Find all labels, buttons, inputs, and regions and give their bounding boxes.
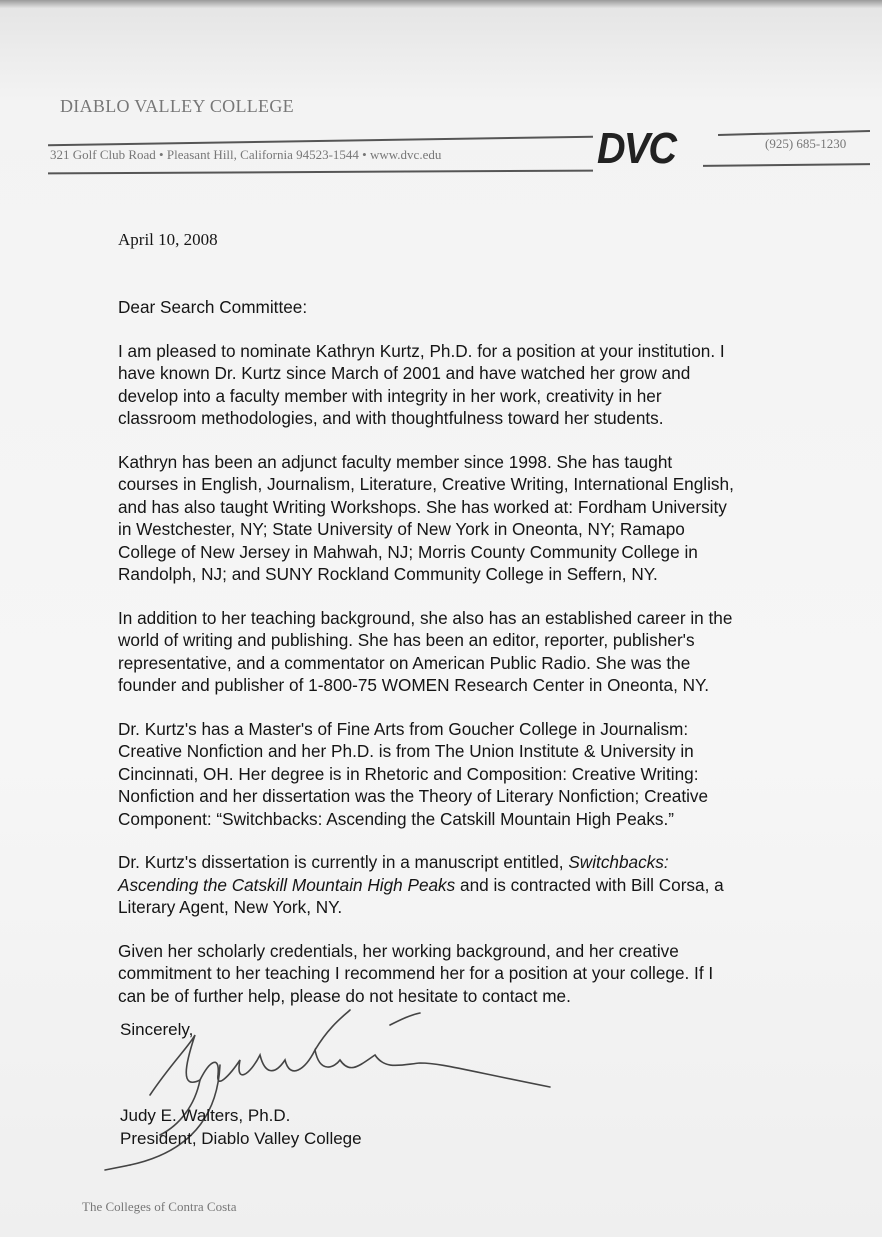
text-segment: Dr. Kurtz's dissertation is currently in a manuscript entitled, [118, 852, 569, 872]
college-phone: (925) 685-1230 [765, 136, 847, 151]
text-line: Literary Agent, New York, NY. [118, 897, 343, 917]
text-line: develop into a faculty member with integrity in her work, creativity in her [118, 385, 662, 406]
text-line: commitment to her teaching I recommend her for a position at your college. If I [118, 963, 714, 983]
text-line: Cincinnati, OH. Her degree is in Rhetoric and Composition: Creative Writing: [118, 763, 699, 784]
text-line: Component: “Switchbacks: Ascending the Catskill Mountain High Peaks.” [118, 808, 674, 829]
signer-title: President, Diablo Valley College [120, 1128, 362, 1148]
text-line: Creative Nonfiction and her Ph.D. is from The Union Institute & University in [118, 741, 694, 761]
letter-date: April 10, 2008 [118, 230, 218, 249]
body-paragraph [118, 607, 838, 697]
text-line [118, 851, 838, 874]
college-address: 321 Golf Club Road • Pleasant Hill, California 94523-1544 • www.dvc.edu [50, 147, 442, 162]
text-line: Randolph, NJ; and SUNY Rockland Community College in Seffern, NY. [118, 564, 658, 584]
italic-title-text: Switchbacks: [568, 852, 669, 872]
body-paragraphs [118, 340, 838, 1008]
text-line: College of New Jersey in Mahwah, NJ; Morris County Community College in [118, 541, 698, 562]
text-line: in Westchester, NY; State University of New York in Oneonta, NY; Ramapo [118, 519, 685, 539]
header-rule-top [48, 136, 593, 146]
signer-block [120, 1105, 362, 1150]
salutation: Dear Search Committee: [118, 297, 308, 317]
italic-title-text: Ascending the Catskill Mountain High Peaks [118, 874, 456, 895]
text-line: founder and publisher of 1-800-75 WOMEN Research Center in Oneonta, NY. [118, 675, 710, 695]
closing: Sincerely, [120, 1020, 194, 1039]
text-line: Nonfiction and her dissertation was the Theory of Literary Nonfiction; Creative [118, 786, 709, 806]
text-line: Dr. Kurtz's has a Master's of Fine Arts from Goucher College in Journalism: [118, 718, 689, 739]
page-edge-shadow [0, 0, 882, 8]
text-line [118, 874, 838, 897]
text-line: courses in English, Journalism, Literature, Creative Writing, International English, [118, 474, 734, 494]
text-line: Kathryn has been an adjunct faculty member since 1998. She has taught [118, 451, 673, 472]
letter-body [118, 296, 838, 1028]
dvc-logo: DVC [597, 124, 676, 173]
text-line: I am pleased to nominate Kathryn Kurtz, Ph.D. for a position at your institution. I [118, 340, 725, 361]
text-line: In addition to her teaching background, she also has an established career in the [118, 607, 733, 628]
text-line: classroom methodologies, and with thoughtfulness toward her students. [118, 408, 664, 428]
body-paragraph [118, 851, 838, 919]
college-name: DIABLO VALLEY COLLEGE [60, 96, 294, 116]
body-paragraph [118, 451, 838, 586]
text-line: and has also taught Writing Workshops. She has worked at: Fordham University [118, 496, 727, 517]
header-rule-bottom [48, 170, 593, 174]
handwritten-signature [100, 1005, 570, 1180]
header-rule-right-bottom [703, 163, 870, 166]
text-line: representative, and a commentator on American Public Radio. She was the [118, 652, 691, 673]
text-line: can be of further help, please do not hesitate to contact me. [118, 985, 571, 1006]
footer-text: The Colleges of Contra Costa [82, 1199, 237, 1214]
body-paragraph [118, 940, 838, 1008]
text-line: have known Dr. Kurtz since March of 2001 and have watched her grow and [118, 363, 691, 383]
body-paragraph [118, 340, 838, 430]
body-paragraph [118, 718, 838, 831]
text-line: Given her scholarly credentials, her working background, and her creative [118, 940, 679, 961]
header-rule-right-top [718, 130, 870, 135]
text-segment: and is contracted with Bill Corsa, a [455, 874, 724, 895]
signer-name: Judy E. Walters, Ph.D. [120, 1106, 291, 1125]
text-line: world of writing and publishing. She has been an editor, reporter, publisher's [118, 630, 695, 650]
